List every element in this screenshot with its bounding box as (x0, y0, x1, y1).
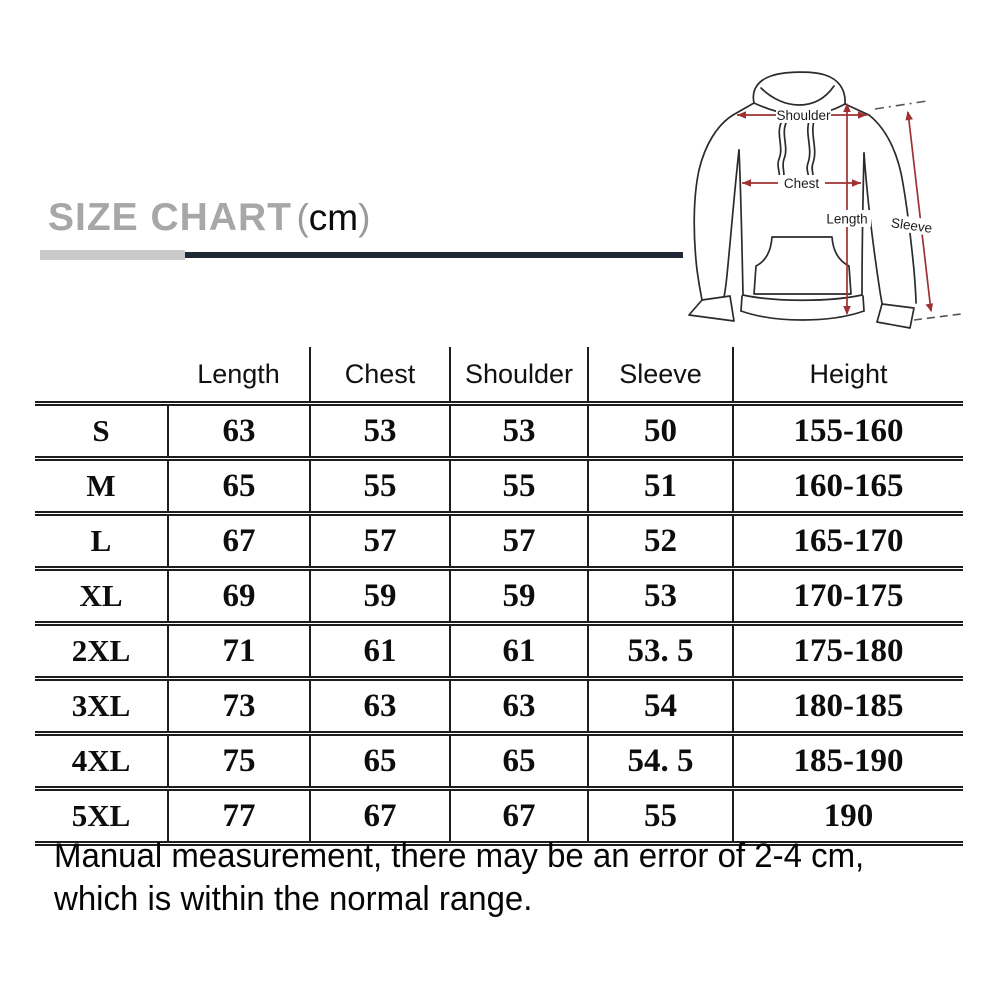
table-cell: 63 (450, 679, 588, 734)
disclaimer-line-2: which is within the normal range. (54, 880, 533, 918)
hoodie-measurement-diagram (655, 55, 1000, 355)
table-cell: 61 (450, 624, 588, 679)
accent-bar-gray (40, 250, 185, 260)
sleeve-label: Sleeve (890, 215, 934, 236)
table-cell: 165-170 (733, 514, 963, 569)
size-label: M (35, 459, 168, 514)
table-cell: 59 (450, 569, 588, 624)
header-row (35, 347, 963, 404)
size-label: L (35, 514, 168, 569)
table-row (35, 624, 963, 679)
shoulder-label: Shoulder (776, 108, 831, 123)
table-row (35, 514, 963, 569)
table-cell: 63 (168, 404, 310, 459)
title-unit (296, 197, 370, 238)
header-sleeve: Sleeve (588, 347, 733, 404)
table-cell: 190 (733, 789, 963, 844)
table-cell: 185-190 (733, 734, 963, 789)
header-height: Height (733, 347, 963, 404)
table-cell: 73 (168, 679, 310, 734)
size-label: S (35, 404, 168, 459)
table-cell: 51 (588, 459, 733, 514)
table-cell: 54 (588, 679, 733, 734)
header-size (35, 347, 168, 404)
table-row (35, 679, 963, 734)
table-cell: 57 (450, 514, 588, 569)
table-cell: 52 (588, 514, 733, 569)
table-cell: 57 (310, 514, 450, 569)
sleeve-arrow (906, 111, 934, 312)
size-label: 3XL (35, 679, 168, 734)
table-cell: 180-185 (733, 679, 963, 734)
size-label: 2XL (35, 624, 168, 679)
header-shoulder: Shoulder (450, 347, 588, 404)
table-cell: 53 (310, 404, 450, 459)
size-label: XL (35, 569, 168, 624)
measurement-disclaimer (54, 835, 946, 921)
header-chest: Chest (310, 347, 450, 404)
table-cell: 69 (168, 569, 310, 624)
guide-dashes (875, 101, 961, 320)
size-chart-table (35, 347, 963, 846)
table-cell: 67 (450, 789, 588, 844)
table-cell: 63 (310, 679, 450, 734)
title-close-paren: ) (358, 197, 371, 238)
title-text: SIZE CHART (48, 196, 292, 239)
table-row (35, 404, 963, 459)
table-cell: 53. 5 (588, 624, 733, 679)
page-title (48, 196, 370, 240)
table-cell: 54. 5 (588, 734, 733, 789)
table-cell: 155-160 (733, 404, 963, 459)
table-cell: 65 (168, 459, 310, 514)
title-open-paren: ( (296, 197, 309, 238)
chest-label: Chest (783, 176, 820, 191)
disclaimer-line-1: Manual measurement, there may be an error of 2-4 cm, (54, 837, 865, 875)
table-cell: 65 (450, 734, 588, 789)
title-unit-text: cm (308, 197, 359, 238)
table-cell: 61 (310, 624, 450, 679)
size-label: 5XL (35, 789, 168, 844)
table-cell: 175-180 (733, 624, 963, 679)
length-label: Length (826, 211, 868, 227)
table-cell: 75 (168, 734, 310, 789)
table-cell: 55 (588, 789, 733, 844)
table-cell: 160-165 (733, 459, 963, 514)
size-label: 4XL (35, 734, 168, 789)
table-cell: 71 (168, 624, 310, 679)
header-length: Length (168, 347, 310, 404)
table-cell: 50 (588, 404, 733, 459)
table-cell: 170-175 (733, 569, 963, 624)
accent-bar-navy (185, 252, 683, 258)
table-cell: 59 (310, 569, 450, 624)
table-row (35, 734, 963, 789)
table-cell: 77 (168, 789, 310, 844)
table-cell: 53 (588, 569, 733, 624)
table-cell: 53 (450, 404, 588, 459)
table-cell: 67 (168, 514, 310, 569)
table-cell: 55 (310, 459, 450, 514)
table-cell: 65 (310, 734, 450, 789)
table-cell: 55 (450, 459, 588, 514)
table-row (35, 459, 963, 514)
table-row (35, 569, 963, 624)
table-cell: 67 (310, 789, 450, 844)
